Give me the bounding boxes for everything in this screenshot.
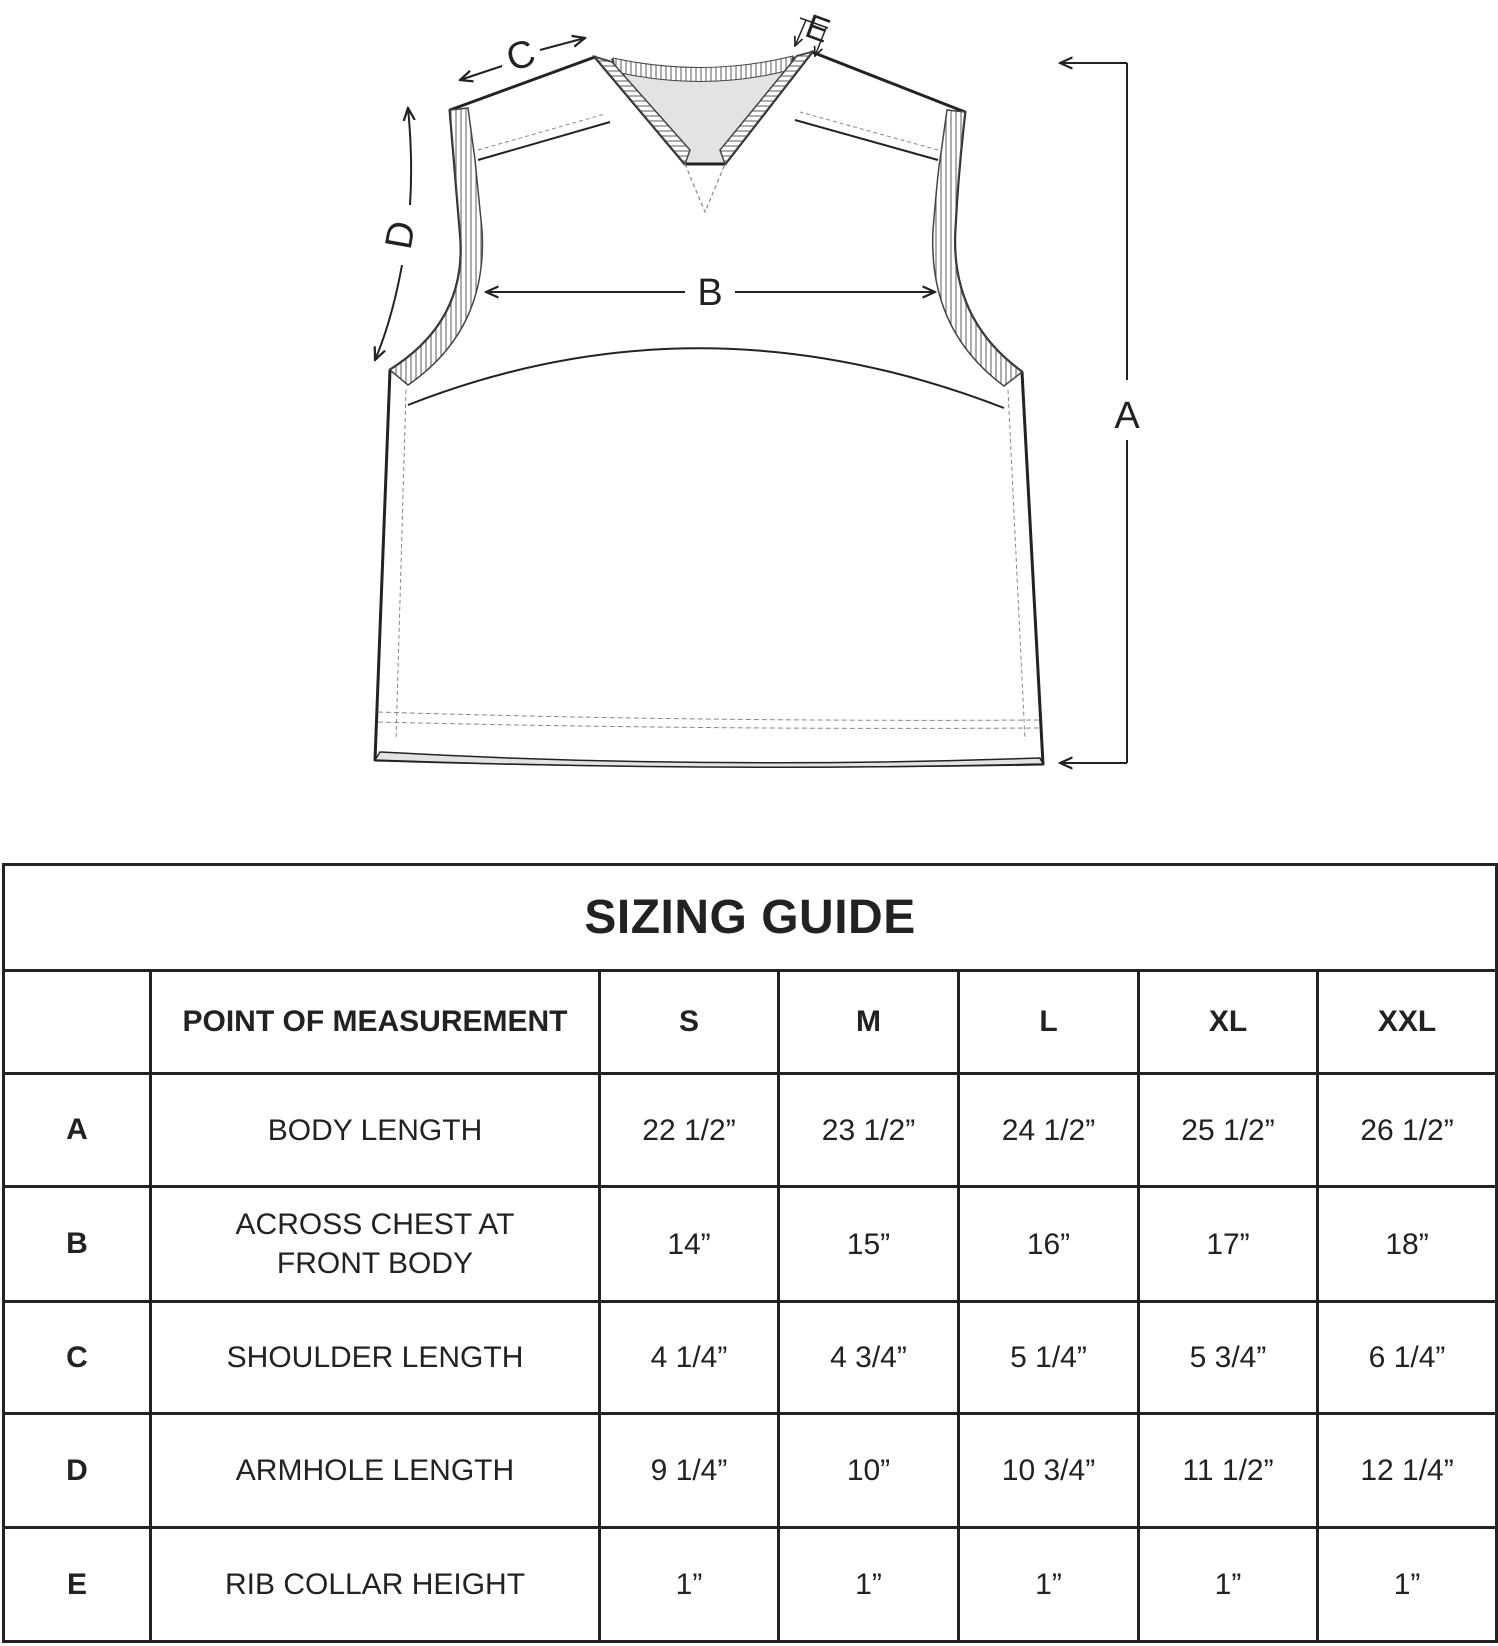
value-cell: 10” bbox=[779, 1414, 959, 1528]
dimension-c-right bbox=[540, 38, 585, 50]
header-size-s: S bbox=[600, 971, 779, 1074]
value-cell: 5 3/4” bbox=[1139, 1302, 1318, 1414]
table-row bbox=[4, 1074, 1497, 1187]
dimension-d-top bbox=[408, 108, 411, 205]
value-cell: 1” bbox=[1139, 1528, 1318, 1642]
row-code: D bbox=[4, 1414, 151, 1528]
dimension-label-c: C bbox=[501, 31, 541, 81]
row-point bbox=[151, 1414, 600, 1528]
header-size-l: L bbox=[959, 971, 1139, 1074]
value-cell: 9 1/4” bbox=[600, 1414, 779, 1528]
point-line: SHOULDER LENGTH bbox=[226, 1341, 524, 1374]
value-cell: 16” bbox=[959, 1187, 1139, 1302]
row-code: E bbox=[4, 1528, 151, 1642]
dimension-label-b: B bbox=[697, 272, 723, 314]
value-cell: 22 1/2” bbox=[600, 1074, 779, 1187]
point-line: BODY LENGTH bbox=[267, 1113, 483, 1147]
value-cell: 4 3/4” bbox=[779, 1302, 959, 1414]
vest-drawing bbox=[375, 52, 1043, 767]
table-title: SIZING GUIDE bbox=[4, 865, 1497, 971]
dimension-label-a: A bbox=[1114, 395, 1140, 437]
table-header-row bbox=[4, 971, 1497, 1074]
row-code: C bbox=[4, 1302, 151, 1414]
table-row bbox=[4, 1414, 1497, 1528]
sizing-table bbox=[2, 863, 1498, 1643]
value-cell: 15” bbox=[779, 1187, 959, 1302]
header-point-of-measurement: POINT OF MEASUREMENT bbox=[151, 971, 600, 1074]
dimension-d-bottom bbox=[375, 265, 402, 360]
value-cell: 18” bbox=[1318, 1187, 1497, 1302]
header-size-xl: XL bbox=[1139, 971, 1318, 1074]
value-cell: 12 1/4” bbox=[1318, 1414, 1497, 1528]
point-line: ARMHOLE LENGTH bbox=[235, 1454, 515, 1487]
dimension-label-e: E bbox=[800, 7, 835, 51]
table-row bbox=[4, 1528, 1497, 1642]
value-cell: 26 1/2” bbox=[1318, 1074, 1497, 1187]
vest-measurement-diagram bbox=[0, 0, 1498, 820]
value-cell: 4 1/4” bbox=[600, 1302, 779, 1414]
dimension-label-d: D bbox=[377, 218, 425, 253]
value-cell: 1” bbox=[779, 1528, 959, 1642]
header-size-xxl: XXL bbox=[1318, 971, 1497, 1074]
value-cell: 14” bbox=[600, 1187, 779, 1302]
row-code: A bbox=[4, 1074, 151, 1187]
value-cell: 24 1/2” bbox=[959, 1074, 1139, 1187]
dimension-c-left bbox=[460, 66, 502, 80]
table-row bbox=[4, 1187, 1497, 1302]
value-cell: 11 1/2” bbox=[1139, 1414, 1318, 1528]
row-point bbox=[151, 1528, 600, 1642]
row-code: B bbox=[4, 1187, 151, 1302]
table-row bbox=[4, 1302, 1497, 1414]
value-cell: 23 1/2” bbox=[779, 1074, 959, 1187]
point-line: ACROSS CHEST AT bbox=[235, 1208, 515, 1241]
point-line: RIB COLLAR HEIGHT bbox=[224, 1568, 526, 1601]
value-cell: 25 1/2” bbox=[1139, 1074, 1318, 1187]
value-cell: 1” bbox=[1318, 1528, 1497, 1642]
value-cell: 5 1/4” bbox=[959, 1302, 1139, 1414]
row-point bbox=[151, 1074, 600, 1187]
value-cell: 6 1/4” bbox=[1318, 1302, 1497, 1414]
value-cell: 17” bbox=[1139, 1187, 1318, 1302]
point-line: FRONT BODY bbox=[276, 1247, 474, 1280]
header-code bbox=[4, 971, 151, 1074]
header-size-m: M bbox=[779, 971, 959, 1074]
value-cell: 1” bbox=[600, 1528, 779, 1642]
value-cell: 1” bbox=[959, 1528, 1139, 1642]
value-cell: 10 3/4” bbox=[959, 1414, 1139, 1528]
row-point bbox=[151, 1302, 600, 1414]
row-point bbox=[151, 1187, 600, 1302]
